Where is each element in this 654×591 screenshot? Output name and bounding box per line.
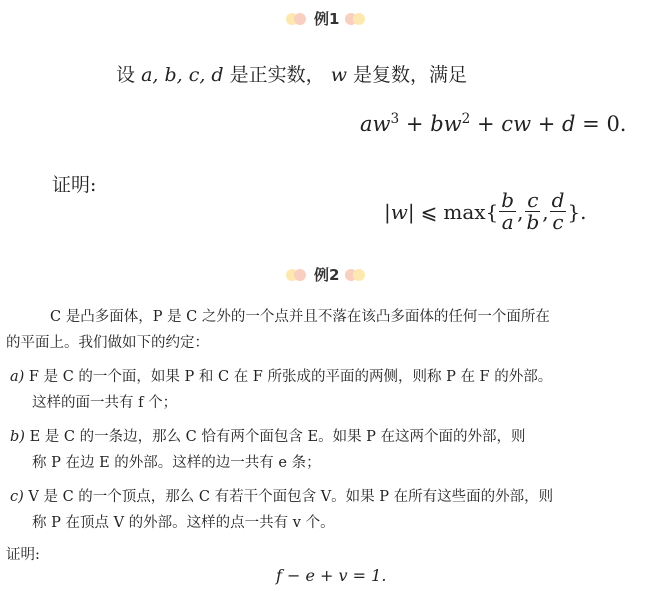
- example-2-intro-line1: C 是凸多面体，P 是 C 之外的一个点并且不落在该凸多面体的任何一个面所在: [50, 309, 550, 325]
- example-2-intro-line2: 的平面上。我们做如下的约定：: [6, 335, 209, 351]
- item-line2: 称 P 在顶点 V 的外部。这样的点一共有 v 个。: [32, 515, 335, 531]
- equals-zero: = 0.: [582, 112, 627, 136]
- item-line1: V 是 C 的一个顶点，那么 C 有若干个面包含 V。如果 P 在所有这些面的外部，则: [28, 489, 554, 505]
- example-1-title: 例1: [314, 10, 340, 28]
- list-item: [10, 424, 526, 450]
- exponent-3: 3: [390, 110, 400, 127]
- item-label: b): [10, 429, 25, 445]
- statement-mid: 是正实数，: [229, 64, 325, 86]
- decorative-dots-icon: [345, 268, 367, 282]
- statement-w: w: [330, 64, 347, 86]
- plus-sign: +: [477, 112, 495, 136]
- list-item: [10, 484, 553, 510]
- example-2-title: 例2: [314, 266, 340, 284]
- item-label: c): [10, 489, 24, 505]
- max-close: }.: [567, 199, 587, 224]
- euler-formula: f − e + v = 1.: [276, 566, 387, 585]
- coef-b: b: [430, 112, 444, 136]
- plus-sign: +: [405, 112, 424, 136]
- example-2-proof-label: 证明:: [6, 547, 40, 563]
- fraction-b-over-a: $\frac{b}{a}$: [501, 188, 515, 234]
- statement-prefix: 设: [116, 64, 136, 86]
- item-line1: E 是 C 的一条边，那么 C 恰有两个面包含 E。如果 P 在这两个面的外部，则: [29, 429, 526, 445]
- item-line2: 这样的面一共有 f 个；: [32, 395, 178, 411]
- fraction-c-over-b: $\frac{c}{b}$: [526, 188, 540, 234]
- item-line1: F 是 C 的一个面，如果 P 和 C 在 F 所张成的平面的两侧，则称 P 在 F 的外部。: [28, 369, 553, 385]
- abs-w: |w|: [384, 199, 415, 224]
- exponent-2: 2: [461, 110, 471, 127]
- var-w: w: [513, 112, 532, 136]
- fraction-d-over-c: $\frac{d}{c}$: [551, 188, 565, 234]
- statement-variables: a, b, c, d: [141, 64, 224, 86]
- max-function: max{: [443, 199, 499, 224]
- example-1-heading: [286, 8, 367, 29]
- coef-c: c: [501, 112, 514, 136]
- cubic-equation: [360, 112, 626, 136]
- coef-d: d: [562, 112, 576, 136]
- example-2-heading: [286, 264, 367, 285]
- leq-sign: ⩽: [420, 199, 438, 224]
- example-1-statement: [116, 60, 467, 87]
- decorative-dots-icon: [345, 12, 367, 26]
- item-label: a): [10, 369, 25, 385]
- inequality: |w| ⩽ max{ $\frac{b}{a}$ , $\frac{c}{b}$ , $\frac{d}{c}$ }.: [384, 188, 587, 234]
- plus-sign: +: [537, 112, 556, 136]
- decorative-dots-icon: [286, 12, 308, 26]
- example-1-proof-label: 证明:: [52, 174, 97, 196]
- statement-end: 是复数，满足: [353, 64, 468, 86]
- item-line2: 称 P 在边 E 的外部。这样的边一共有 e 条；: [32, 455, 321, 471]
- coef-a: a: [360, 112, 373, 136]
- decorative-dots-icon: [286, 268, 308, 282]
- var-w: w: [443, 112, 462, 136]
- var-w: w: [372, 112, 391, 136]
- list-item: [10, 364, 552, 390]
